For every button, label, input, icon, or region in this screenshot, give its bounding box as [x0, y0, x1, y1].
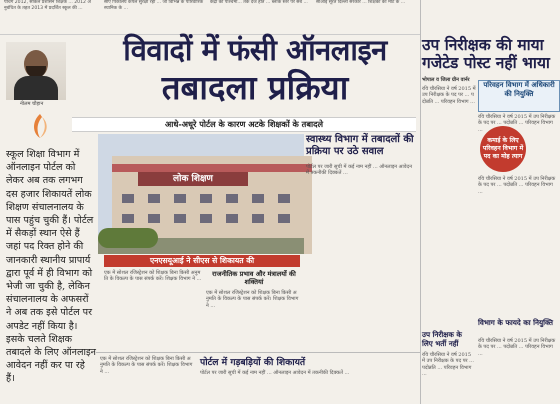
- right-headline: उप निरीक्षक की माया गजेटेड पोस्ट नहीं भाया: [422, 36, 550, 72]
- building-sign: लोक शिक्षण: [138, 172, 248, 186]
- newspaper-logo-icon: [30, 113, 50, 139]
- red-circle-badge: [480, 126, 526, 172]
- story2-headline: स्वास्थ्य विभाग में तबादलों की प्रक्रिया पर उठे सवाल: [306, 134, 414, 157]
- deck-text: आधे-अधूरे पोर्टल के कारण अटके शिक्षकों के तबादले: [164, 119, 324, 129]
- main-headline-line2: तबादला प्रक्रिया: [161, 68, 349, 107]
- bottom-divider: [96, 352, 420, 353]
- right-subheading-2: विभाग के फायदे का नियुक्ति: [478, 318, 553, 327]
- story2-body: पोर्टल पर जारी सूची में कई नाम नहीं ... ऑनलाइन आवेदन में तकनीकी दिक्कतें ...: [306, 164, 412, 177]
- right-column-text-b: रवि चौरसिया ने वर्ष 2015 में उप निरीक्षक के पद पर ... पदोन्नति ... परिवहन विभाग ...: [478, 114, 556, 133]
- right-byline: भोपाल व जिला ग्रीन वार्नर: [422, 77, 470, 83]
- strip-column-3: केंद्रों को पश्चिमी... तर्क दर्ज होते ... ब्लॉक स्तर पर सब ...: [210, 0, 308, 5]
- badge-text: कमाई के लिए परिवहन विभाग में पद का मोह त्याग: [482, 137, 524, 160]
- strip-column-4: सीआई सूरत दिल्ली सरकार ... शिक्षकों को मोटे के ...: [316, 0, 406, 5]
- mid-subheading: राजनीतिक प्रभाव और मंत्रालयों की शक्तियां: [212, 270, 296, 286]
- right-column-text-a: रवि चौरसिया ने वर्ष 2015 में उप निरीक्षक के पद पर ... पदोन्नति ... परिवहन विभाग ...: [422, 86, 476, 105]
- strip-column-2: सीए पिंकेलिय कंपल सुरक्षा रहा ... जो विभिन्न के पारिवारिक स्थानिक के ...: [104, 0, 203, 12]
- right-subheading-3: उप निरीक्षक के लिए भर्ती नहीं: [422, 330, 462, 348]
- deck-bar: [72, 117, 416, 132]
- bottom-column-text: एक में सोशल रजिस्ट्रेशन को शिक्षक बिना किसी अनुमति के विकल्प के पास संपर्क करें। शिक्षक विभाग ने ...: [100, 356, 193, 375]
- right-column-text-d: रवि चौरसिया ने वर्ष 2015 में उप निरीक्षक के पद पर ... पदोन्नति ... परिवहन विभाग ...: [478, 338, 556, 357]
- author-caption: नीलम चौहान: [20, 101, 44, 107]
- bottom-headline: पोर्टल में गड़बड़ियों की शिकायतें: [200, 357, 306, 368]
- building-photo: [98, 134, 304, 254]
- lead-paragraph: स्कूल शिक्षा विभाग में ऑनलाइन पोर्टल को लेकर अब तक लगभग दस हजार शिकायतें लोक शिक्षण संचालनालय के पास पहुंच चुकी हैं। पोर्टल में सैकड़ों स्थान ऐसे हैं जहां पद रिक्त होने की जानकारी स्थानीय प्रापार्य द्वारा पूर्व में ही विभाग को भेजी जा चुकी है, लेकिन संचालनालय के अफसरों ने अब तक इसे पोर्टल पर अपडेट नहीं किया है। इसके चलते शिक्षक तबादले के लिए ऑनलाइन आवेदन नहीं कर पा रहे हैं।: [6, 149, 97, 385]
- strip-column-1: पंचिंग 2012, सर्किल प्रशासन शिक्षक ... 2012 अनुबंधित के तहत 2013 में प्रदर्शित स्कूल की ...: [4, 0, 91, 12]
- main-headline-line1: विवादों में फंसी ऑनलाइन: [123, 33, 387, 67]
- top-news-strip: [0, 0, 420, 35]
- column-divider: [420, 0, 421, 404]
- red-subheading: एनएसयूआई ने सीएस से शिकायत की: [104, 255, 300, 267]
- author-photo: [6, 42, 66, 100]
- bottom-story-text: पोर्टल पर जारी सूची में कई नाम नहीं ... ऑनलाइन आवेदन में तकनीकी दिक्कतें ...: [200, 370, 350, 376]
- right-column-text-e: रवि चौरसिया ने वर्ष 2015 में उप निरीक्षक के पद पर ... पदोन्नति ... परिवहन विभाग ...: [422, 352, 474, 378]
- right-callout-box: परिवहन विभाग में अधिकारी की नियुक्ति: [478, 80, 560, 112]
- right-column-text-c: रवि चौरसिया ने वर्ष 2015 में उप निरीक्षक के पद पर ... पदोन्नति ... परिवहन विभाग ...: [478, 176, 556, 195]
- mid-column-text-b: एक में सोशल रजिस्ट्रेशन को शिक्षक बिना किसी अनुमति के विकल्प के पास संपर्क करें। शिक्षक विभाग ने ...: [206, 290, 299, 309]
- mid-column-text-a: एक में सोशल रजिस्ट्रेशन को शिक्षक बिना किसी अनुमति के विकल्प के पास संपर्क करें। शिक्षक विभाग ने ...: [104, 270, 202, 283]
